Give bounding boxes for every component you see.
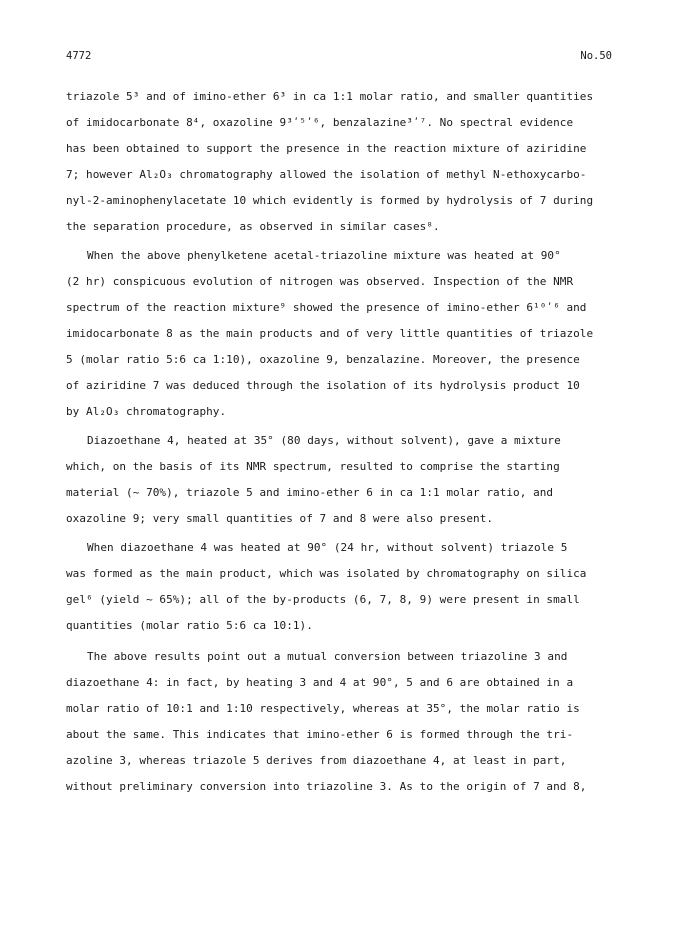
text-line: azoline 3, whereas triazole 5 derives from diazoethane 4, at least in part,: [66, 754, 567, 767]
text-line: was formed as the main product, which was isolated by chromatography on silica: [66, 567, 587, 580]
text-line: has been obtained to support the presence in the reaction mixture of aziridine: [66, 142, 587, 155]
journal-issue: No.50: [580, 50, 612, 62]
paragraph-first-line: When the above phenylketene acetal-triazoline mixture was heated at 90°: [87, 249, 561, 262]
text-line: the separation procedure, as observed in similar cases⁸.: [66, 220, 440, 233]
text-line: diazoethane 4: in fact, by heating 3 and 4 at 90°, 5 and 6 are obtained in a: [66, 676, 574, 689]
text-line: triazole 5³ and of imino-ether 6³ in ca 1:1 molar ratio, and smaller quantities: [66, 90, 594, 103]
text-line: of aziridine 7 was deduced through the isolation of its hydrolysis product 10: [66, 379, 580, 392]
text-line: 7; however Al₂O₃ chromatography allowed the isolation of methyl N-ethoxycarbo-: [66, 168, 587, 181]
text-line: quantities (molar ratio 5:6 ca 10:1).: [66, 619, 313, 632]
text-line: of imidocarbonate 8⁴, oxazoline 9³ʹ⁵ʹ⁶, benzalazine³ʹ⁷. No spectral evidence: [66, 116, 574, 129]
text-line: oxazoline 9; very small quantities of 7 and 8 were also present.: [66, 512, 494, 525]
text-line: molar ratio of 10:1 and 1:10 respectively, whereas at 35°, the molar ratio is: [66, 702, 580, 715]
text-line: about the same. This indicates that imino-ether 6 is formed through the tri-: [66, 728, 574, 741]
text-line: material (~ 70%), triazole 5 and imino-ether 6 in ca 1:1 molar ratio, and: [66, 486, 554, 499]
text-line: without preliminary conversion into triazoline 3. As to the origin of 7 and 8,: [66, 780, 587, 793]
text-line: imidocarbonate 8 as the main products and of very little quantities of triazole: [66, 327, 594, 340]
text-line: gel⁶ (yield ~ 65%); all of the by-products (6, 7, 8, 9) were present in small: [66, 593, 580, 606]
text-line: by Al₂O₃ chromatography.: [66, 405, 227, 418]
text-line: which, on the basis of its NMR spectrum, resulted to comprise the starting: [66, 460, 560, 473]
text-line: nyl-2-aminophenylacetate 10 which evidently is formed by hydrolysis of 7 during: [66, 194, 594, 207]
page-number: 4772: [66, 50, 92, 62]
text-line: (2 hr) conspicuous evolution of nitrogen was observed. Inspection of the NMR: [66, 275, 574, 288]
text-line: 5 (molar ratio 5:6 ca 1:10), oxazoline 9, benzalazine. Moreover, the presence: [66, 353, 580, 366]
paragraph-first-line: Diazoethane 4, heated at 35° (80 days, without solvent), gave a mixture: [87, 434, 561, 447]
text-line: spectrum of the reaction mixture⁹ showed the presence of imino-ether 6¹⁰ʹ⁶ and: [66, 301, 587, 314]
paragraph-first-line: When diazoethane 4 was heated at 90° (24 hr, without solvent) triazole 5: [87, 541, 568, 554]
paragraph-first-line: The above results point out a mutual conversion between triazoline 3 and: [87, 650, 568, 663]
